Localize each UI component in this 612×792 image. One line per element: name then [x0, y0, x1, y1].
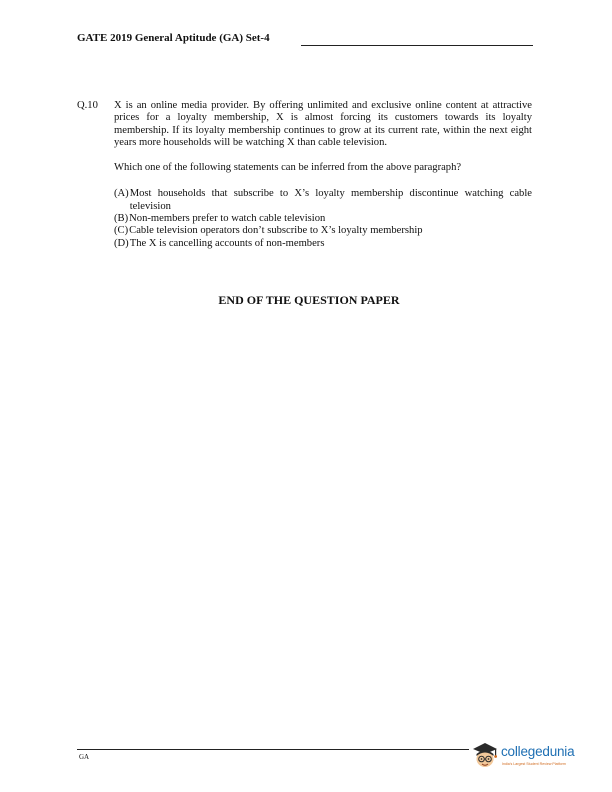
option-text: The X is cancelling accounts of non-members — [129, 237, 325, 249]
brand-name: collegedunia — [501, 744, 575, 759]
footer-divider — [77, 749, 469, 750]
option-label: (D) — [114, 237, 129, 249]
end-of-paper-note: END OF THE QUESTION PAPER — [218, 293, 400, 307]
collegedunia-logo — [470, 740, 590, 774]
option-b — [114, 213, 532, 225]
question-block — [77, 100, 532, 250]
question-body — [114, 100, 532, 250]
option-c — [114, 225, 532, 237]
option-text: Non-members prefer to watch cable television — [129, 213, 326, 225]
question-prompt: Which one of the following statements can be inferred from the above paragraph? — [114, 162, 462, 174]
option-text: Cable television operators don’t subscribe to X’s loyalty membership — [129, 225, 423, 237]
option-label: (C) — [114, 225, 129, 237]
header-divider — [301, 45, 533, 46]
option-a — [114, 188, 532, 213]
option-label: (B) — [114, 213, 129, 225]
answer-options — [114, 188, 532, 249]
brand-tagline: India's Largest Student Review Platform — [502, 762, 566, 766]
footer-section-label: GA — [79, 753, 90, 761]
graduate-mascot-icon — [470, 740, 500, 772]
question-stem: X is an online media provider. By offering unlimited and exclusive online content at attractive prices for a loyalty membership, X is almost forcing its customers towards its loyalty membership. If its loyalty membership continues to grow at its current rate, within the next eight years more households will be watching X than cable television. — [114, 100, 532, 148]
question-number: Q.10 — [77, 100, 98, 111]
option-label: (A) — [114, 188, 129, 200]
option-text: Most households that subscribe to X’s loyalty membership discontinue watching cable television — [129, 188, 532, 212]
option-d — [114, 238, 532, 250]
page-header-title: GATE 2019 General Aptitude (GA) Set-4 — [77, 32, 270, 44]
